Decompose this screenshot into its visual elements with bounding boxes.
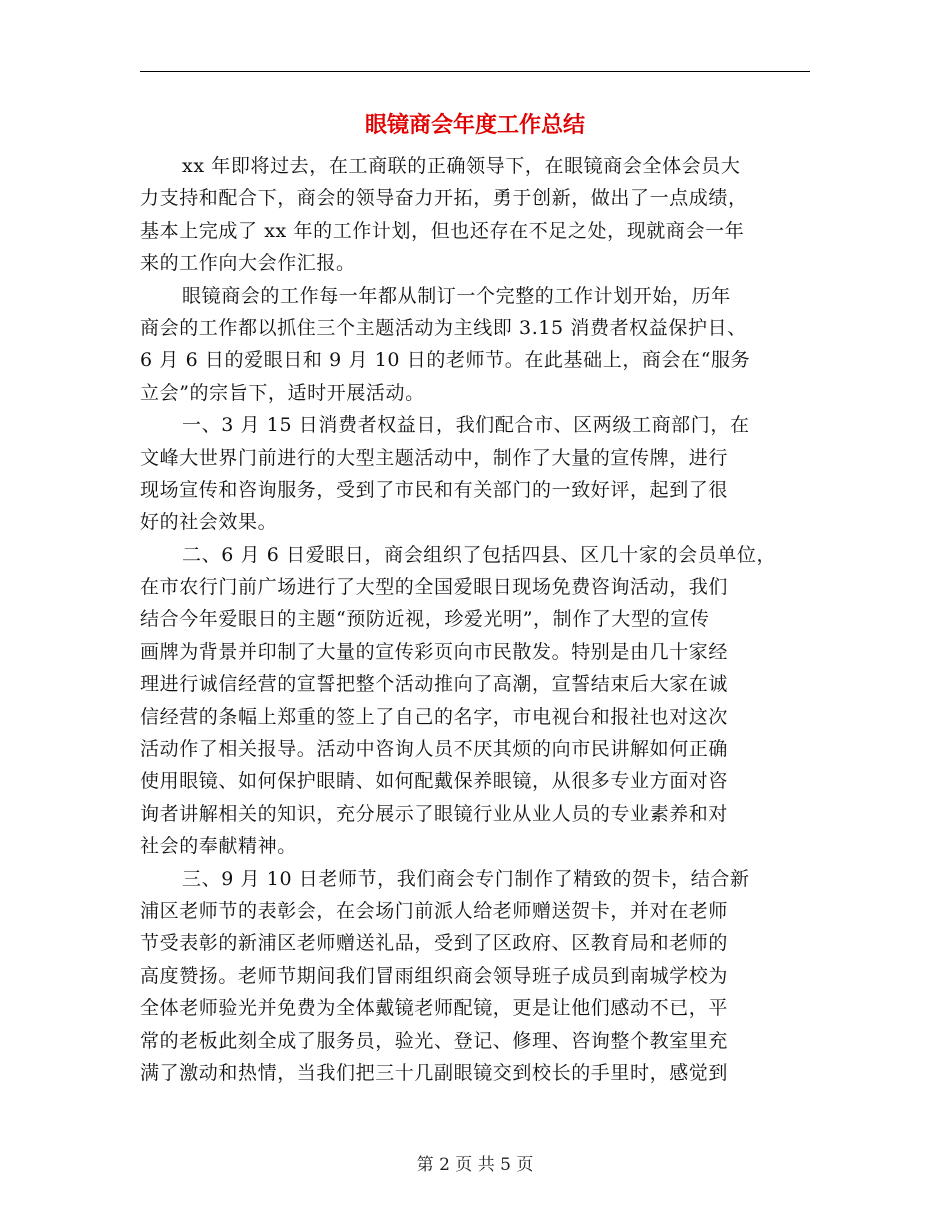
body-line: 商会的工作都以抓住三个主题活动为主线即 3.15 消费者权益保护日、 xyxy=(140,316,747,339)
body-line: 询者讲解相关的知识，充分展示了眼镜行业从业人员的专业素养和对 xyxy=(140,802,729,825)
body-line: 三、9 月 10 日老师节，我们商会专门制作了精致的贺卡，结合新 xyxy=(182,867,750,890)
body-line: 社会的奉献精神。 xyxy=(140,835,297,858)
header-rule xyxy=(140,71,810,72)
body-line: 一、3 月 15 日消费者权益日，我们配合市、区两级工商部门，在 xyxy=(182,414,750,437)
body-line: 节受表彰的新浦区老师赠送礼品，受到了区政府、区教育局和老师的 xyxy=(140,932,729,955)
body-line: 力支持和配合下，商会的领导奋力开拓，勇于创新，做出了一点成绩， xyxy=(140,187,748,210)
body-line: 在市农行门前广场进行了大型的全国爱眼日现场免费咨询活动，我们 xyxy=(140,576,729,599)
body-line: 现场宣传和咨询服务，受到了市民和有关部门的一致好评，起到了很 xyxy=(140,478,729,501)
body-line: 来的工作向大会作汇报。 xyxy=(140,252,356,275)
body-line: 活动作了相关报导。活动中咨询人员不厌其烦的向市民讲解如何正确 xyxy=(140,738,729,761)
body-line: 信经营的条幅上郑重的签上了自己的名字，市电视台和报社也对这次 xyxy=(140,705,729,728)
body-line: 常的老板此刻全成了服务员，验光、登记、修理、咨询整个教室里充 xyxy=(140,1029,729,1052)
body-line: 基本上完成了 xx 年的工作计划，但也还存在不足之处，现就商会一年 xyxy=(140,219,745,242)
body-line: 结合今年爱眼日的主题“预防近视，珍爱光明”，制作了大型的宣传 xyxy=(140,608,710,631)
body-line: 使用眼镜、如何保护眼睛、如何配戴保养眼镜，从很多专业方面对咨 xyxy=(140,770,729,793)
body-line: 文峰大世界门前进行的大型主题活动中，制作了大量的宣传牌，进行 xyxy=(140,446,729,469)
body-line: 满了激动和热情，当我们把三十几副眼镜交到校长的手里时，感觉到 xyxy=(140,1061,729,1084)
body-line: 好的社会效果。 xyxy=(140,511,278,534)
document-title: 眼镜商会年度工作总结 xyxy=(364,113,585,138)
body-line: 6 月 6 日的爱眼日和 9 月 10 日的老师节。在此基础上，商会在“服务 xyxy=(140,349,751,372)
body-line: 二、6 月 6 日爱眼日，商会组织了包括四县、区几十家的会员单位， xyxy=(182,543,777,566)
body-line: 理进行诚信经营的宣誓把整个活动推向了高潮，宣誓结束后大家在诚 xyxy=(140,673,729,696)
body-line: 立会”的宗旨下，适时开展活动。 xyxy=(140,381,425,404)
body-line: 高度赞扬。老师节期间我们冒雨组织商会领导班子成员到南城学校为 xyxy=(140,964,729,987)
body-line: 浦区老师节的表彰会，在会场门前派人给老师赠送贺卡，并对在老师 xyxy=(140,899,729,922)
page-number: 第 2 页 共 5 页 xyxy=(416,1155,534,1175)
body-line: 全体老师验光并免费为全体戴镜老师配镜，更是让他们感动不已，平 xyxy=(140,997,729,1020)
body-line: 眼镜商会的工作每一年都从制订一个完整的工作计划开始，历年 xyxy=(182,284,731,307)
document-body xyxy=(140,150,800,1089)
body-line: xx 年即将过去，在工商联的正确领导下，在眼镜商会全体会员大 xyxy=(182,155,741,177)
body-line: 画牌为背景并印制了大量的宣传彩页向市民散发。特别是由几十家经 xyxy=(140,640,729,663)
